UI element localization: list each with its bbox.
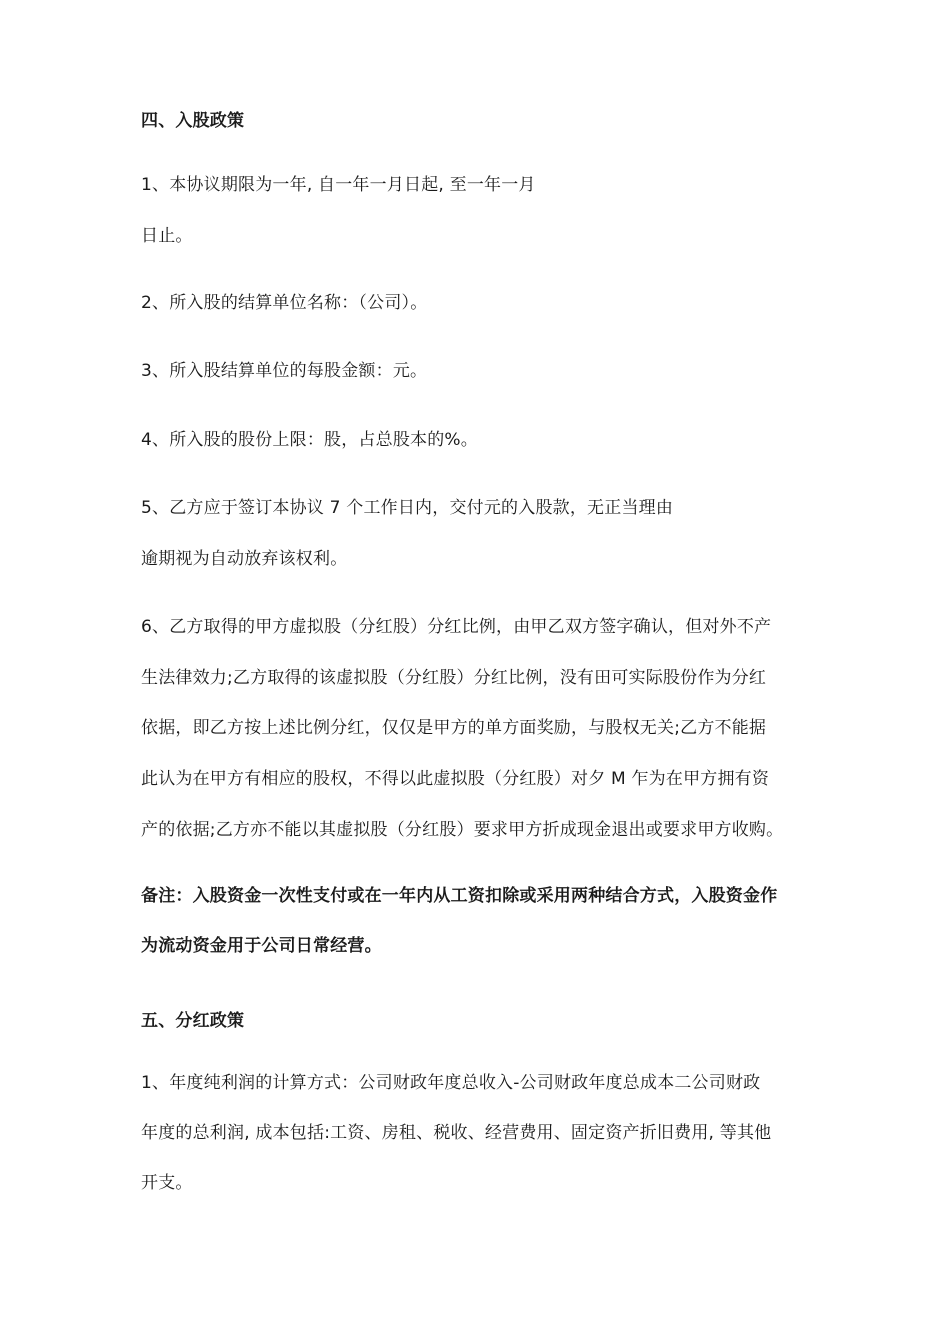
section-4-item-5-line-1: 5、乙方应于签订本协议 7 个工作日内，交付元的入股款，无正当理由 xyxy=(141,498,674,518)
section-4-item-1-line-2: 日止。 xyxy=(141,226,193,246)
section-5-item-1-line-2: 年度的总利润, 成本包括:工资、房租、税收、经营费用、固定资产折旧费用, 等其他 xyxy=(141,1123,772,1143)
section-4-item-5-line-2: 逾期视为自动放弃该权利。 xyxy=(141,549,348,569)
section-4-item-3: 3、所入股结算单位的每股金额：元。 xyxy=(141,361,428,381)
section-4-item-6-line-4: 此认为在甲方有相应的股权，不得以此虚拟股（分红股）对夕 M 乍为在甲方拥有资 xyxy=(141,769,770,789)
section-4-heading: 四、入股政策 xyxy=(141,111,245,131)
section-4-note-line-1: 备注：入股资金一次性支付或在一年内从工资扣除或采用两种结合方式，入股资金作 xyxy=(141,886,778,906)
section-5-item-1-line-3: 开支。 xyxy=(141,1173,193,1193)
section-4-item-1-line-1: 1、本协议期限为一年, 自一年一月日起, 至一年一月 xyxy=(141,175,536,195)
section-5-heading: 五、分红政策 xyxy=(141,1011,245,1031)
section-4-item-4: 4、所入股的股份上限：股，占总股本的%。 xyxy=(141,430,478,450)
section-5-item-1-line-1: 1、年度纯利润的计算方式：公司财政年度总收入-公司财政年度总成本二公司财政 xyxy=(141,1073,761,1093)
section-4-note-line-2: 为流动资金用于公司日常经营。 xyxy=(141,936,382,956)
section-4-item-6-line-1: 6、乙方取得的甲方虚拟股（分红股）分红比例，由甲乙双方签字确认，但对外不产 xyxy=(141,617,772,637)
section-4-item-6-line-3: 依据，即乙方按上述比例分红，仅仅是甲方的单方面奖励，与股权无关;乙方不能据 xyxy=(141,718,767,738)
section-4-item-6-line-2: 生法律效力;乙方取得的该虚拟股（分红股）分红比例，没有田可实际股份作为分红 xyxy=(141,668,767,688)
section-4-item-2: 2、所入股的结算单位名称：（公司）。 xyxy=(141,293,428,313)
section-4-item-6-line-5: 产的依据;乙方亦不能以其虚拟股（分红股）要求甲方折成现金退出或要求甲方收购。 xyxy=(141,820,784,840)
